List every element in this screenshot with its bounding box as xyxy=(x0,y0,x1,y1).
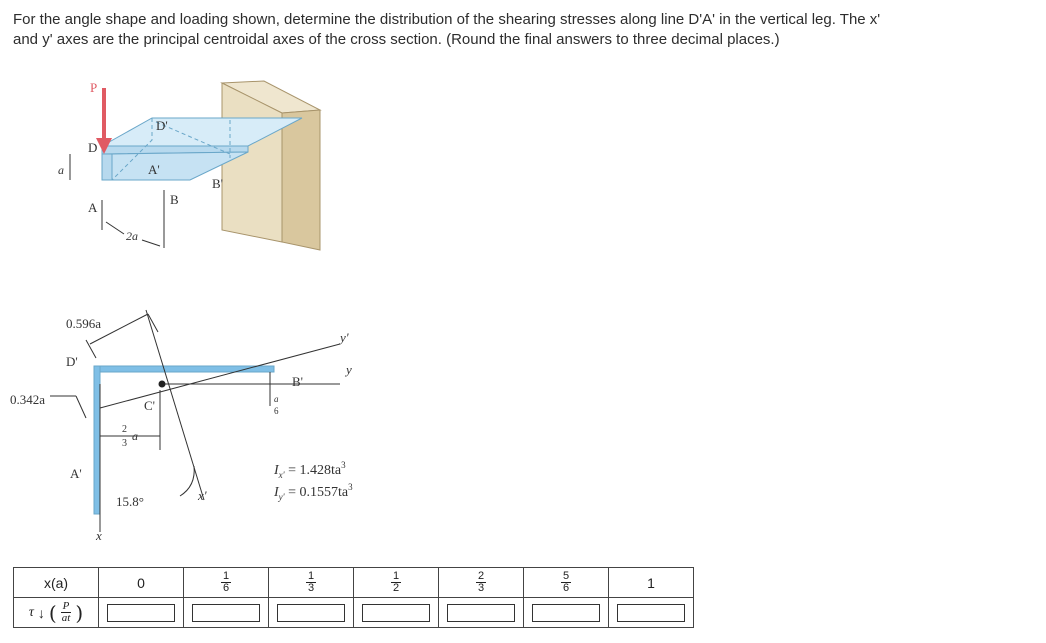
label-P: P xyxy=(90,80,98,95)
a6-den: 6 xyxy=(274,406,279,416)
label-A-prime: A' xyxy=(70,466,82,481)
tau-input-0[interactable] xyxy=(107,604,175,622)
label-C-prime: C' xyxy=(144,398,156,413)
angle-member-figure xyxy=(50,80,350,260)
question-text xyxy=(13,10,1038,50)
tau-input-4[interactable] xyxy=(447,604,515,622)
tau-input-1[interactable] xyxy=(192,604,260,622)
cross-section-dims xyxy=(50,314,160,450)
two-thirds-a: a xyxy=(132,429,138,443)
Ix-sub: x' xyxy=(278,470,285,480)
dim-0342a: 0.342a xyxy=(10,392,46,407)
x-row xyxy=(14,568,694,598)
label-angle: 15.8° xyxy=(116,494,144,509)
label-x: x xyxy=(96,528,102,540)
label-B-prime: B' xyxy=(292,374,304,389)
label-y: y xyxy=(346,362,352,377)
two-thirds-den: 3 xyxy=(122,438,127,449)
label-x-prime: x' xyxy=(198,488,207,503)
tau-row-label: τ ↓ ( P at ) xyxy=(14,598,99,628)
a6-num: a xyxy=(274,394,279,404)
label-B: B xyxy=(170,192,179,207)
x-value-0: 0 xyxy=(99,568,184,598)
label-A: A xyxy=(88,200,98,215)
svg-text:Iy' = 0.1557ta3 xyxy=(273,482,353,502)
tau-input-3[interactable] xyxy=(362,604,430,622)
label-B-prime: B' xyxy=(212,176,224,191)
Iy-sub: y' xyxy=(278,492,285,502)
x-value-3: $\frac{1}{2}$ xyxy=(354,568,439,598)
Ix-value: = 1.428ta xyxy=(284,463,342,478)
x-value-4: $\frac{2}{3}$ xyxy=(439,568,524,598)
label-A-prime: A' xyxy=(148,162,160,177)
p-over-at: P at xyxy=(61,600,71,624)
label-D: D xyxy=(88,140,98,155)
Iy-symbol: I xyxy=(274,485,279,500)
Ix-symbol: I xyxy=(274,463,279,478)
Ix-exp: 3 xyxy=(341,460,346,470)
Iy-value: = 0.1557ta xyxy=(284,485,349,500)
x-row-label: x(a) xyxy=(14,568,99,598)
angle-cross-section xyxy=(94,366,274,514)
label-D-prime: D' xyxy=(66,354,78,369)
answer-table xyxy=(13,567,694,628)
tau-input-6[interactable] xyxy=(617,604,685,622)
tau-symbol: τ xyxy=(28,604,34,620)
dim-0596a: 0.596a xyxy=(66,316,102,331)
wall xyxy=(222,81,320,250)
label-y-prime: y' xyxy=(340,330,349,345)
x-value-5: $\frac{5}{6}$ xyxy=(524,568,609,598)
svg-text:Ix' = 1.428ta3 xyxy=(273,460,346,480)
label-2a: 2a xyxy=(126,229,138,243)
question-line-1: For the angle shape and loading shown, determine the distribution of the shearing stresses along line D'A' in the vertical leg. The x' xyxy=(13,11,881,28)
cross-section-figure xyxy=(10,300,430,540)
moments-of-inertia xyxy=(273,460,353,502)
tau-input-5[interactable] xyxy=(532,604,600,622)
Iy-exp: 3 xyxy=(348,482,353,492)
label-D-prime: D' xyxy=(156,118,168,133)
x-value-2: $\frac{1}{3}$ xyxy=(269,568,354,598)
tau-input-2[interactable] xyxy=(277,604,345,622)
label-a: a xyxy=(58,163,64,177)
x-value-1: $\frac{1}{6}$ xyxy=(184,568,269,598)
two-thirds-num: 2 xyxy=(122,424,127,435)
question-line-2: and y' axes are the principal centroidal axes of the cross section. (Round the final answers to three decimal places.) xyxy=(13,31,780,48)
centroid-point xyxy=(159,381,166,388)
down-arrow-icon: ↓ xyxy=(37,604,45,621)
x-value-6: 1 xyxy=(609,568,694,598)
tau-row xyxy=(14,598,694,628)
